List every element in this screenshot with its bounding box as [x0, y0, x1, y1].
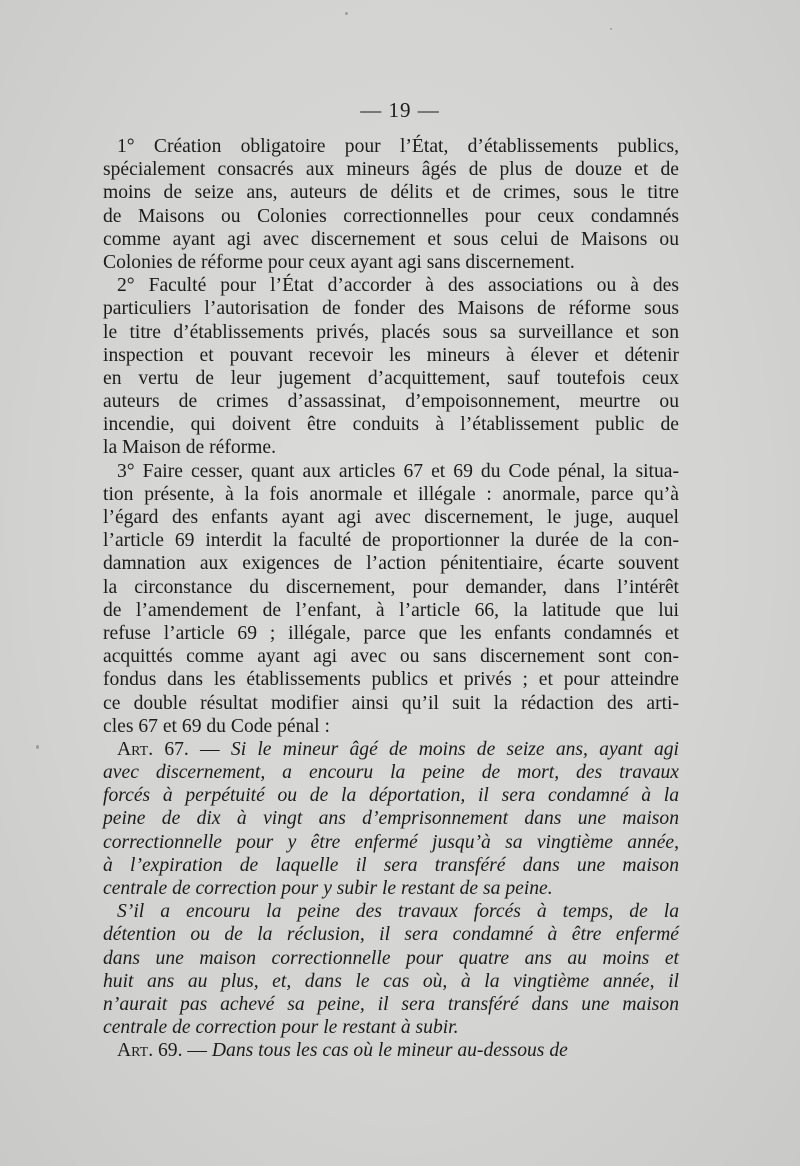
text-line: S’il a encouru la peine des travaux forcés à temps, de la	[117, 901, 679, 923]
text-line: l’article 69 interdit la faculté de proportionner la durée de la con-	[103, 530, 679, 552]
paragraph-p1	[103, 135, 679, 274]
article-lead: Art. 69. —	[117, 1040, 212, 1062]
text-line: à l’expiration de laquelle il sera transféré dans une maison	[103, 854, 679, 876]
text-line: spécialement consacrés aux mineurs âgés de plus de douze et de	[103, 159, 679, 181]
paragraph-p5	[103, 900, 679, 1039]
paper-speck	[36, 745, 39, 749]
text-line: damnation aux exigences de l’action pénitentiaire, écarte souvent	[103, 553, 679, 575]
text-line: fondus dans les établissements publics et privés ; et pour atteindre	[103, 669, 679, 691]
text-line: correctionnelle pour y être enfermé jusqu’à sa vingtième année,	[103, 831, 679, 853]
text-line: avec discernement, a encouru la peine de mort, des travaux	[103, 762, 679, 784]
text-line: Colonies de réforme pour ceux ayant agi sans discernement.	[103, 251, 575, 273]
text-line: acquittés comme ayant agi avec ou sans discernement sont con-	[103, 646, 679, 668]
text-line: la circonstance du discernement, pour demander, dans l’intérêt	[103, 576, 679, 598]
article-text: Si le mineur âgé de moins de seize ans, ayant agi	[230, 738, 679, 760]
paragraph-p6	[103, 1039, 679, 1062]
text-line: de l’amendement de l’enfant, à l’article 66, la latitude que lui	[103, 599, 679, 621]
text-line: particuliers l’autorisation de fonder des Maisons de réforme sous	[103, 298, 679, 320]
page-number: — 19 —	[360, 98, 440, 122]
text-line: inspection et pouvant recevoir les mineurs à élever et détenir	[103, 344, 679, 366]
paper-speck	[345, 12, 348, 15]
text-line: huit ans au plus, et, dans le cas où, à la vingtième année, il	[103, 970, 679, 992]
paragraph-p3	[103, 460, 679, 738]
text-line: l’égard des enfants ayant agi avec discernement, le juge, auquel	[103, 507, 679, 528]
article-lead: Art. 67. —	[117, 738, 231, 760]
text-line: n’aurait pas achevé sa peine, il sera transféré dans une maison	[103, 993, 679, 1015]
text-line: 2° Faculté pour l’État d’accorder à des associations ou à des	[117, 275, 679, 297]
text-line	[103, 738, 679, 761]
text-line: forcés à perpétuité ou de la déportation, il sera condamné à la	[103, 785, 679, 807]
text-line: de Maisons ou Colonies correctionnelles pour ceux condamnés	[103, 205, 679, 227]
text-line: tion présente, à la fois anormale et illégale : anormale, parce qu’à	[103, 483, 679, 505]
text-line: détention ou de la réclusion, il sera condamné à être enfermé	[103, 924, 679, 946]
text-line: centrale de correction pour y subir le restant de sa peine.	[103, 878, 553, 899]
text-line: dans une maison correctionnelle pour quatre ans au moins et	[103, 947, 679, 969]
paper-speck	[610, 28, 612, 30]
text-line: auteurs de crimes d’assassinat, d’empoisonnement, meurtre ou	[103, 391, 679, 413]
text-line: 1° Création obligatoire pour l’État, d’établissements publics,	[117, 136, 679, 157]
text-line: moins de seize ans, auteurs de délits et de crimes, sous le titre	[103, 182, 679, 204]
text-line: comme ayant agi avec discernement et sous celui de Maisons ou	[103, 228, 679, 250]
text-line	[103, 1039, 679, 1062]
paragraph-p4	[103, 738, 679, 900]
text-line: le titre d’établissements privés, placés sous sa surveillance et son	[103, 321, 679, 343]
paragraph-p2	[103, 274, 679, 460]
text-line: en vertu de leur jugement d’acquittement, sauf toutefois ceux	[103, 367, 679, 389]
text-line: cles 67 et 69 du Code pénal :	[103, 715, 330, 737]
text-line: centrale de correction pour le restant à subir.	[103, 1017, 459, 1039]
article-text: Dans tous les cas où le mineur au-dessous de	[211, 1040, 568, 1062]
body-text	[103, 135, 679, 1063]
text-line: ce double résultat modifier ainsi qu’il suit la rédaction des arti-	[103, 692, 679, 714]
text-line: incendie, qui doivent être conduits à l’établissement public de	[103, 414, 679, 436]
text-line: refuse l’article 69 ; illégale, parce que les enfants condamnés et	[103, 622, 679, 644]
text-line: la Maison de réforme.	[103, 437, 277, 459]
text-line: 3° Faire cesser, quant aux articles 67 et 69 du Code pénal, la situa-	[117, 460, 679, 482]
text-line: peine de dix à vingt ans d’emprisonnement dans une maison	[103, 808, 679, 830]
